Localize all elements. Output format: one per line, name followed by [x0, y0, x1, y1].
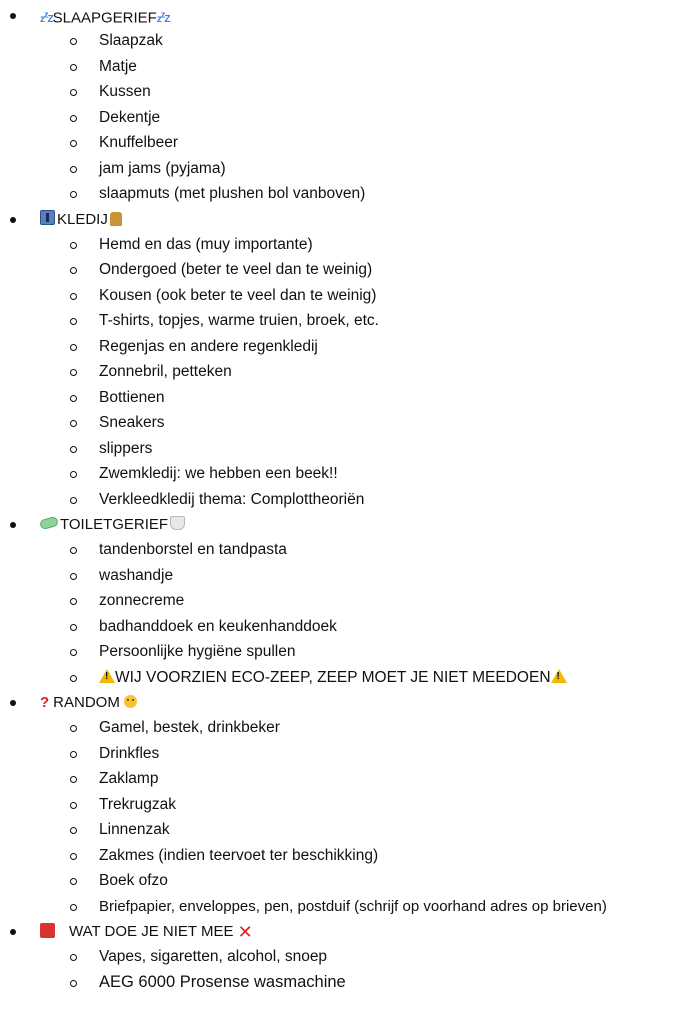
list-item: [0, 487, 700, 513]
list-item: [0, 359, 700, 385]
bullet-circle: [70, 446, 77, 453]
list-item-text: Vapes, sigaretten, alcohol, snoep: [99, 948, 328, 965]
list-item-text: Regenjas en andere regenkledij: [99, 337, 318, 355]
bullet-circle: [70, 140, 77, 147]
section-kledij: [0, 207, 700, 513]
bullet-disc: [10, 929, 16, 935]
list-item: [0, 181, 700, 207]
bullet-disc: [10, 700, 16, 706]
list-item: [0, 639, 700, 665]
list-item: [0, 588, 700, 614]
list-item: [0, 868, 700, 894]
list-item: [0, 563, 700, 589]
cross-mark-icon: ✕: [237, 922, 253, 942]
list-item-text: WIJ VOORZIEN ECO-ZEEP, ZEEP MOET JE NIET MEEDOEN: [115, 668, 551, 686]
list-item: [0, 614, 700, 640]
list-item-text: Dekentje: [99, 108, 161, 126]
bullet-circle: [70, 38, 77, 45]
list-item: [0, 436, 700, 462]
coat-icon: [110, 212, 122, 226]
list-item-text: Drinkfles: [99, 744, 160, 762]
bullet-circle: [70, 904, 77, 911]
list-item-text: Linnenzak: [99, 821, 170, 838]
section-slaapgerief: [0, 3, 700, 207]
list-item: [0, 283, 700, 309]
question-mark-icon: ?: [40, 694, 50, 711]
bullet-circle: [70, 776, 77, 783]
list-item-text: Knuffelbeer: [99, 134, 178, 151]
bullet-circle: [70, 802, 77, 809]
list-item: [0, 257, 700, 283]
list-item-text: T-shirts, topjes, warme truien, broek, etc.: [99, 312, 379, 329]
list-item-text: slaapmuts (met plushen bol vanboven): [99, 185, 366, 202]
section-title: SLAAPGERIEF: [52, 9, 157, 27]
list-item: [0, 817, 700, 843]
bullet-disc: [10, 217, 16, 223]
bullet-circle: [70, 624, 77, 631]
bullet-circle: [70, 318, 77, 325]
section-title: RANDOM: [53, 694, 120, 711]
list-item-text: Ondergoed (beter te veel dan te weinig): [99, 261, 373, 278]
bullet-circle: [70, 827, 77, 834]
list-item: [0, 461, 700, 487]
list-item-text: badhanddoek en keukenhanddoek: [99, 617, 337, 635]
zzz-icon: $z^zZ$: [156, 10, 170, 26]
bullet-circle: [70, 293, 77, 300]
bullet-circle: [70, 598, 77, 605]
bullet-circle: [70, 725, 77, 732]
list-item: [0, 537, 700, 563]
bullet-circle: [70, 878, 77, 885]
list-item: [0, 156, 700, 182]
list-item: [0, 715, 700, 741]
list-item-text: Hemd en das (muy importante): [99, 235, 313, 253]
bullet-circle: [70, 369, 77, 376]
bullet-circle: [70, 242, 77, 249]
list-item-text: Zwemkledij: we hebben een beek!!: [99, 465, 338, 482]
list-item-text: Gamel, bestek, drinkbeker: [99, 719, 280, 736]
bullet-circle: [70, 267, 77, 274]
bullet-circle: [70, 497, 77, 504]
section-title: WAT DOE JE NIET MEE: [69, 923, 234, 940]
bullet-circle: [70, 471, 77, 478]
list-item-text: AEG 6000 Prosense wasmachine: [99, 972, 346, 991]
bullet-circle: [70, 420, 77, 427]
bullet-circle: [70, 675, 77, 682]
section-random: [0, 690, 700, 919]
section-heading: [0, 207, 700, 232]
list-item-text: washandje: [99, 566, 174, 584]
list-item: [0, 944, 700, 970]
bullet-circle: [70, 751, 77, 758]
list-item-text: Zakmes (indien teervoet ter beschikking): [99, 846, 379, 864]
list-item-text: Slaapzak: [99, 32, 163, 49]
list-item-warning: [0, 665, 700, 691]
bullet-circle: [70, 166, 77, 173]
list-item: [0, 970, 700, 996]
section-heading: [0, 512, 700, 537]
section-heading: [0, 919, 700, 944]
list-item: [0, 385, 700, 411]
bullet-disc: [10, 522, 16, 528]
list-item-text: Sneakers: [99, 414, 165, 431]
bullet-circle: [70, 191, 77, 198]
bullet-circle: [70, 853, 77, 860]
list-item: [0, 766, 700, 792]
toilet-icon: [170, 516, 185, 530]
bullet-circle: [70, 344, 77, 351]
bullet-circle: [70, 115, 77, 122]
bullet-disc: [10, 13, 16, 19]
zzz-icon: $z^zZ$: [40, 10, 53, 26]
warning-icon: [551, 669, 567, 683]
shirt-tie-icon: [40, 210, 55, 225]
list-item-text: Kussen: [99, 83, 151, 100]
list-item: [0, 308, 700, 334]
list-item-text: Zonnebril, petteken: [99, 363, 232, 380]
list-item-text: Persoonlijke hygiëne spullen: [99, 643, 296, 660]
bullet-circle: [70, 954, 77, 961]
list-item-text: jam jams (pyjama): [99, 159, 226, 177]
list-item-text: Kousen (ook beter te veel dan te weinig): [99, 286, 377, 304]
list-item: [0, 843, 700, 869]
soap-icon: [39, 516, 59, 530]
section-heading: [0, 3, 700, 28]
list-item-text: Boek ofzo: [99, 872, 168, 889]
warning-icon: [99, 669, 115, 683]
list-item: [0, 232, 700, 258]
list-item: [0, 410, 700, 436]
list-item: [0, 79, 700, 105]
section-title: KLEDIJ: [57, 210, 108, 228]
bullet-circle: [70, 649, 77, 656]
list-item: [0, 28, 700, 54]
list-item-text: tandenborstel en tandpasta: [99, 541, 287, 558]
list-item-text: Bottienen: [99, 388, 165, 406]
bullet-circle: [70, 64, 77, 71]
packing-list-document: [0, 3, 700, 995]
list-item-text: Verkleedkledij thema: Complottheoriën: [99, 490, 365, 508]
section-title: TOILETGERIEF: [60, 516, 169, 533]
thinking-face-icon: [124, 695, 137, 708]
bullet-circle: [70, 395, 77, 402]
list-item-text: slippers: [99, 439, 153, 457]
list-item-text: zonnecreme: [99, 592, 185, 609]
bullet-circle: [70, 547, 77, 554]
list-item-text: Trekrugzak: [99, 795, 176, 813]
section-toiletgerief: [0, 512, 700, 690]
list-item-text: Zaklamp: [99, 770, 159, 787]
bullet-circle: [70, 89, 77, 96]
section-heading: [0, 690, 700, 715]
bullet-circle: [70, 980, 77, 987]
list-item-text: Matje: [99, 57, 137, 75]
red-square-icon: [40, 923, 55, 938]
list-item: [0, 894, 700, 920]
bullet-circle: [70, 573, 77, 580]
list-item: [0, 792, 700, 818]
list-item: [0, 105, 700, 131]
list-item: [0, 334, 700, 360]
list-item: [0, 130, 700, 156]
list-item: [0, 741, 700, 767]
list-item-text: Briefpapier, enveloppes, pen, postduif (schrijf op voorhand adres op brieven): [99, 897, 607, 915]
section-wat-doe-je-niet-mee: [0, 919, 700, 995]
list-item: [0, 54, 700, 80]
